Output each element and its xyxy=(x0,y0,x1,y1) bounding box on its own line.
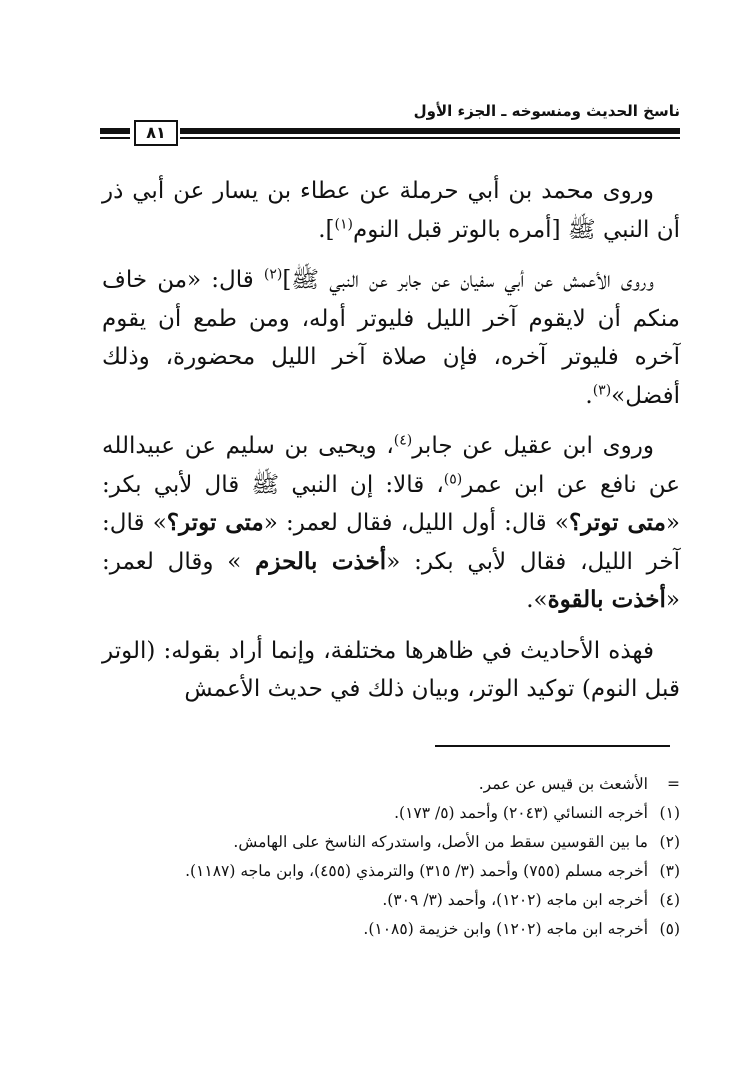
page-number: ٨١ xyxy=(134,120,178,146)
header-rule-left-thick xyxy=(100,128,130,134)
footnote-number: (٥) xyxy=(659,920,680,938)
footnote-text: أخرجه ابن ماجه (١٢٠٢) وابن خزيمة (١٠٨٥). xyxy=(363,920,648,938)
header-rule-left-thin xyxy=(100,137,130,139)
p3-bold-2: متى توتر؟ xyxy=(166,509,264,536)
paragraph-2 xyxy=(102,261,680,415)
p2-text-3: . xyxy=(585,382,593,409)
footnote-4 xyxy=(108,886,680,915)
p3-text-3: ، قالا: إن النبي ﷺ قال لأبي بكر: « xyxy=(102,471,680,536)
footnote-text: ما بين القوسين سقط من الأصل، واستدركه الناسخ على الهامش. xyxy=(233,833,648,851)
p3-bold-4: أخذت بالقوة xyxy=(547,586,666,613)
footnote-text: الأشعث بن قيس عن عمر. xyxy=(478,775,648,793)
footnote-ref-2: (٢) xyxy=(263,266,283,283)
p3-text-6: » وقال لعمر: « xyxy=(102,548,680,613)
p4-text-1: فهذه الأحاديث في ظاهرها مختلفة، وإنما أراد بقوله: (الوتر قبل النوم) توكيد الوتر، وبيان ذلك في حديث الأعمش xyxy=(102,637,680,702)
footnote-ref-3: (٣) xyxy=(592,381,612,398)
paragraph-1 xyxy=(102,172,680,249)
footnote-continuation xyxy=(108,770,680,799)
footnote-number: (١) xyxy=(659,804,680,822)
p3-bold-1: متى توتر؟ xyxy=(568,509,666,536)
footnote-text: أخرجه مسلم (٧٥٥) وأحمد (٣/ ٣١٥) والترمذي (٤٥٥)، وابن ماجه (١١٨٧). xyxy=(185,862,648,880)
p3-text-1: وروى ابن عقيل عن جابر xyxy=(412,433,654,459)
p1-text-2: ]. xyxy=(318,216,335,243)
page-header xyxy=(100,100,680,152)
p1-text-1: وروى محمد بن أبي حرملة عن عطاء بن يسار عن أبي ذر أن النبي ﷺ [أمره بالوتر قبل النوم xyxy=(102,178,680,243)
p2-text-1: وروى الأعمش عن أبي سفيان عن جابر عن النبي ﷺ] xyxy=(282,267,654,293)
footnote-number: (٣) xyxy=(659,862,680,880)
footnote-2 xyxy=(108,828,680,857)
p3-text-7: ». xyxy=(526,587,548,613)
paragraph-4 xyxy=(102,632,680,709)
footnote-1 xyxy=(108,799,680,828)
main-text xyxy=(102,172,680,709)
p3-text-2: ، ويحيى بن سليم عن عبيدالله عن نافع عن ابن عمر xyxy=(102,433,680,498)
footnote-number: (٤) xyxy=(659,891,680,909)
footnote-ref-5: (٥) xyxy=(443,470,463,487)
footnote-ref-4: (٤) xyxy=(393,432,413,449)
p3-text-4: » قال: أول الليل، فقال لعمر: « xyxy=(263,510,569,536)
footnote-ref-1: (١) xyxy=(334,215,353,232)
footnote-text: أخرجه ابن ماجه (١٢٠٢)، وأحمد (٣/ ٣٠٩). xyxy=(382,891,648,909)
footnote-number: = xyxy=(667,775,680,793)
footnote-5 xyxy=(108,915,680,944)
header-rule-thick xyxy=(180,128,680,134)
p3-bold-3: أخذت بالحزم xyxy=(255,547,387,575)
footnote-separator xyxy=(435,745,670,747)
running-title: ناسخ الحديث ومنسوخه ـ الجزء الأول xyxy=(413,102,680,120)
p3-text-5: » قال: آخر الليل، فقال لأبي بكر: « xyxy=(102,510,680,575)
header-rule-thin xyxy=(180,137,680,139)
footnote-3 xyxy=(108,857,680,886)
footnote-text: أخرجه النسائي (٢٠٤٣) وأحمد (٥/ ١٧٣). xyxy=(394,804,648,822)
footnote-number: (٢) xyxy=(659,833,680,851)
footnotes xyxy=(108,770,680,944)
paragraph-3 xyxy=(102,427,680,620)
p2-text-2: قال: «من خاف منكم أن لايقوم آخر الليل فليوتر أوله، ومن طمع أن يقوم آخره فليوتر آخره، فإن صلاة آخر الليل محضورة، وذلك أفضل» xyxy=(102,267,680,409)
